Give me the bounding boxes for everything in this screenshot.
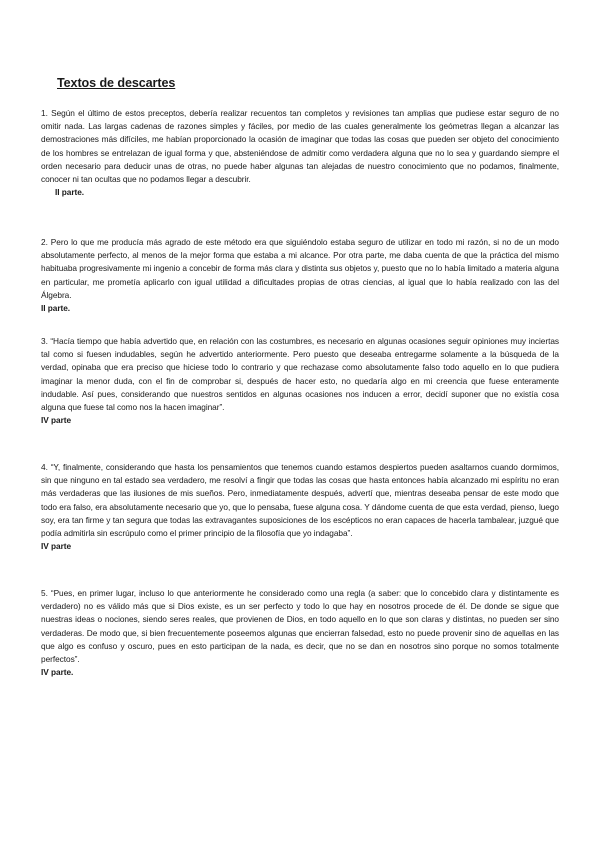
- paragraph-text: 2. Pero lo que me producía más agrado de este método era que siguiéndolo estaba seguro de utilizar en todo mi razón, si no de un modo absolutamente perfecto, al menos de la mejor forma que estaba a mi alcance. Por otra parte, me daba cuenta de que la práctica del mismo habituaba progresivamente mi ingenio a concebir de forma más clara y distinta sus objetos y, puesto que no lo había limitado a materia alguna en particular, me prometía aplicarlo con igual utilidad a dificultades propias de otras ciencias, al igual que lo había realizado con las del Álgebra.: [41, 237, 559, 300]
- paragraph-reference: IV parte: [41, 541, 72, 552]
- paragraph-3: [41, 335, 559, 427]
- paragraph-4: [41, 461, 559, 553]
- paragraph-text: 1. Según el último de estos preceptos, debería realizar recuentos tan completos y revisiones tan amplias que pudiese estar seguro de no omitir nada. Las largas cadenas de razones simples y fáciles, por medio de las cuales generalmente los geómetras llegan a alcanzar las demostraciones más difíciles, me habían proporcionado la ocasión de imaginar que todas las cosas que pueden ser objeto del conocimiento de los hombres se entrelazan de igual forma y que, absteniéndose de admitir como verdadera alguna que no lo sea y guardando siempre el orden necesario para deducir unas de otras, no puede haber algunas tan alejadas de nuestro conocimiento que no podamos, finalmente, conocer ni tan ocultas que no podamos llegar a descubrir.: [41, 108, 559, 185]
- document-title: Textos de descartes: [57, 76, 176, 90]
- paragraph-text: 3. “Hacía tiempo que había advertido que, en relación con las costumbres, es necesario en algunas ocasiones seguir opiniones muy inciertas tal como si fuesen indudables, según he advertido anteriormente. Pero puesto que deseaba entregarme solamente a la búsqueda de la verdad, opinaba que era preciso que hiciese todo lo contrario y que rechazase como absolutamente falso todo aquello en lo que pudiera imaginar la menor duda, con el fin de comprobar si, después de hacer esto, no quedaría algo en mi creencia que fuese enteramente indudable. Así pues, considerando que nuestros sentidos en algunas ocasiones nos inducen a error, decidí suponer que no existía cosa alguna que fuese tal como nos la hacen imaginar”.: [41, 336, 559, 413]
- paragraph-1: [41, 107, 559, 199]
- paragraph-2: [41, 236, 559, 315]
- document-page: [41, 0, 559, 848]
- paragraph-reference: IV parte.: [41, 667, 74, 678]
- paragraph-5: [41, 587, 559, 679]
- paragraph-text: 4. “Y, finalmente, considerando que hasta los pensamientos que tenemos cuando estamos despiertos pueden asaltarnos cuando dormimos, sin que ninguno en tal estado sea verdadero, me resolví a fingir que todas las cosas que hasta entonces había alcanzado mi espíritu no eran más verdaderas que las ilusiones de mis sueños. Pero, inmediatamente después, advertí que, mientras deseaba pensar de este modo que todo era falso, era absolutamente necesario que yo, que lo pensaba, fuese alguna cosa. Y dándome cuenta de que esta verdad, pienso, luego soy, era tan firme y tan segura que todas las extravagantes suposiciones de los escépticos no eran capaces de hacerla tambalear, juzgué que podía admitirla sin escrúpulo como el primer principio de la filosofía que yo indagaba”.: [41, 462, 559, 539]
- paragraph-reference: II parte.: [55, 187, 85, 198]
- paragraph-reference: II parte.: [41, 303, 71, 314]
- paragraph-reference: IV parte: [41, 415, 72, 426]
- paragraph-text: 5. “Pues, en primer lugar, incluso lo que anteriormente he considerado como una regla (a saber: que lo concebido clara y distintamente es verdadero) no es válido más que si Dios existe, es un ser perfecto y todo lo que hay en nosotros procede de él. De donde se sigue que nuestras ideas o nociones, siendo seres reales, que provienen de Dios, en todo aquello en lo que son claras y distintas, no pueden ser sino verdaderas. De modo que, si bien frecuentemente poseemos algunas que encierran falsedad, esto no puede provenir sino de aquellas en las que algo es confuso y oscuro, pues en esto participan de la nada, es decir, que no se dan en nosotros sino porque no somos totalmente perfectos”.: [41, 588, 559, 665]
